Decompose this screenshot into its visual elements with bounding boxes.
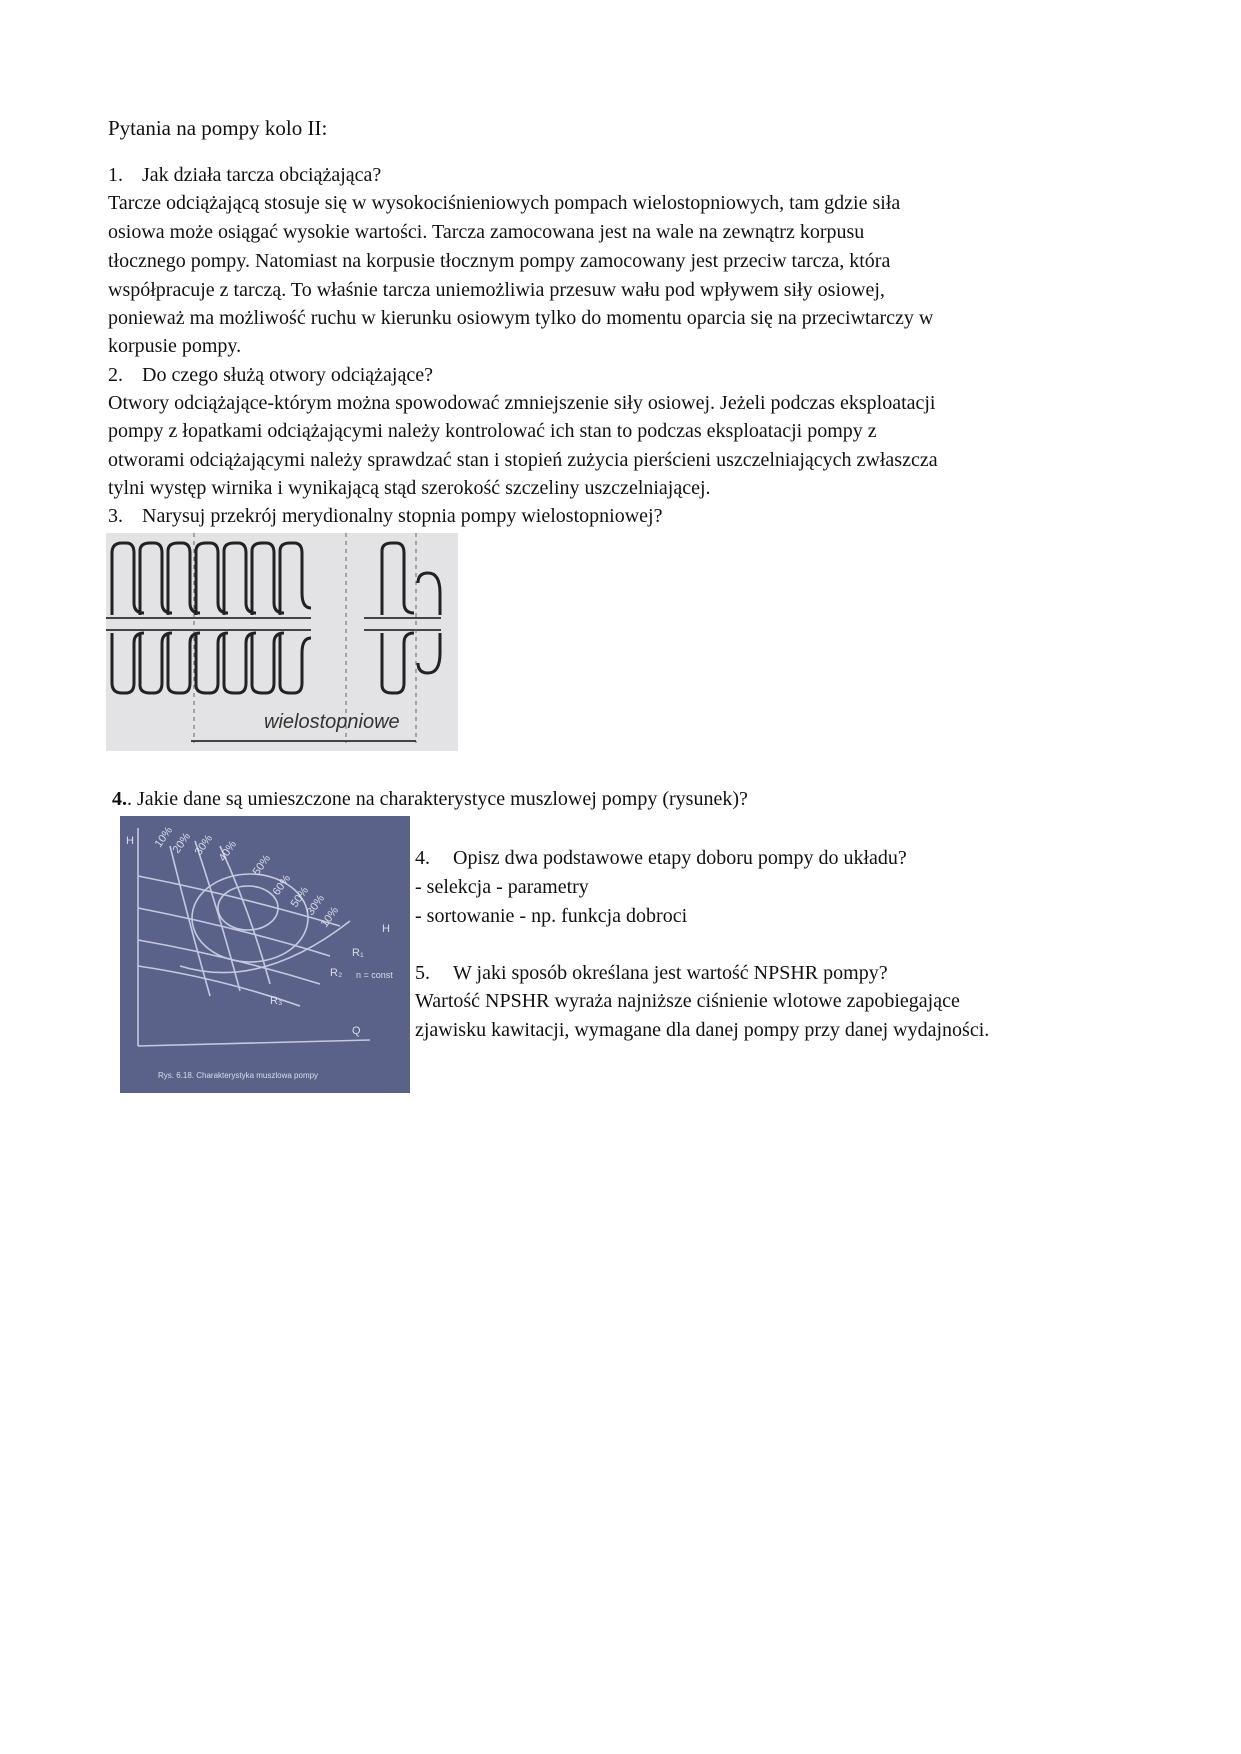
question-text: . Jakie dane są umieszczone na charakterystyce muszlowej pompy (rysunek)? [127,788,748,810]
answer-line: otworami odciążającymi należy sprawdzać stan i stopień zużycia pierścieni uszczelniających zwłaszcza [108,449,938,471]
efficiency-label: 50% [288,884,312,910]
question-4a [112,788,748,811]
answer-line: Wartość NPSHR wyraża najniższe ciśnienie wlotowe zapobiegające [415,990,960,1012]
answer-line: tłocznego pompy. Natomiast na korpusie tłocznym pompy zamocowany jest przeciw tarcza, która [108,250,891,272]
answer-line: tylni występ wirnika i wynikającą stąd szerokość szczeliny uszczelniającej. [108,477,711,499]
list-item: - sortowanie - np. funkcja dobroci [415,905,688,927]
question-4b [415,847,907,870]
question-3 [108,505,662,528]
answer-line: pompy z łopatkami odciążającymi należy kontrolować ich stan to podczas eksploatacji pompy z [108,420,877,442]
efficiency-label: 10% [152,824,176,850]
question-2 [108,364,433,387]
multistage-pump-figure [106,533,458,751]
curve-label: R₂ [330,967,343,979]
efficiency-label: 10% [318,904,342,930]
question-5 [415,962,888,985]
curve-label: n = const [356,970,393,980]
answer-line: Otwory odciążające-którym można spowodować zmniejszenie siły osiowej. Jeżeli podczas eksploatacji [108,392,936,414]
efficiency-label: 40% [216,838,240,864]
curve-label: R₃ [270,995,283,1007]
efficiency-label: 30% [192,832,216,858]
question-text: Jak działa tarcza obciążająca? [142,164,382,186]
question-1 [108,164,381,187]
answer-line: zjawisku kawitacji, wymagane dla danej pompy przy danej wydajności. [415,1019,990,1041]
question-number: 5. [415,962,430,984]
list-item: - selekcja - parametry [415,876,589,898]
curve-label: H [382,923,390,935]
document-title: Pytania na pompy kolo II: [108,116,328,140]
answer-line: współpracuje z tarczą. To właśnie tarcza uniemożliwia przesuw wału pod wpływem siły osiowej, [108,279,885,301]
question-text: Do czego służą otwory odciążające? [142,364,433,386]
efficiency-label: 50% [250,852,274,878]
shell-characteristic-figure [120,816,410,1093]
question-number: 4. [112,788,127,810]
question-number: 4. [415,847,430,869]
answer-line: Tarcze odciążającą stosuje się w wysokociśnieniowych pompach wielostopniowych, tam gdzie siła [108,192,901,214]
question-text: Narysuj przekrój merydionalny stopnia pompy wielostopniowej? [142,505,663,527]
curve-label: R₁ [352,947,364,959]
answer-line: osiowa może osiągać wysokie wartości. Tarcza zamocowana jest na wale na zewnątrz korpusu [108,221,865,243]
question-number: 2. [108,364,123,386]
axis-label-x: Q [352,1025,361,1037]
efficiency-label: 30% [304,892,328,918]
answer-line: korpusie pompy. [108,335,242,357]
shell-characteristic-chart [120,816,410,1093]
figure-caption: Rys. 6.18. Charakterystyka muszlowa pompy [158,1071,319,1080]
efficiency-label: 60% [270,872,294,898]
question-number: 1. [108,164,123,186]
answer-line: ponieważ ma możliwość ruchu w kierunku osiowym tylko do momentu oparcia się na przeciwtarczy w [108,307,934,329]
figure-label: wielostopniowe [264,711,400,733]
question-text: Opisz dwa podstawowe etapy doboru pompy do układu? [453,847,907,869]
axis-label-y: H [126,835,134,847]
efficiency-label: 20% [170,830,194,856]
question-number: 3. [108,505,123,527]
question-text: W jaki sposób określana jest wartość NPSHR pompy? [453,962,888,984]
